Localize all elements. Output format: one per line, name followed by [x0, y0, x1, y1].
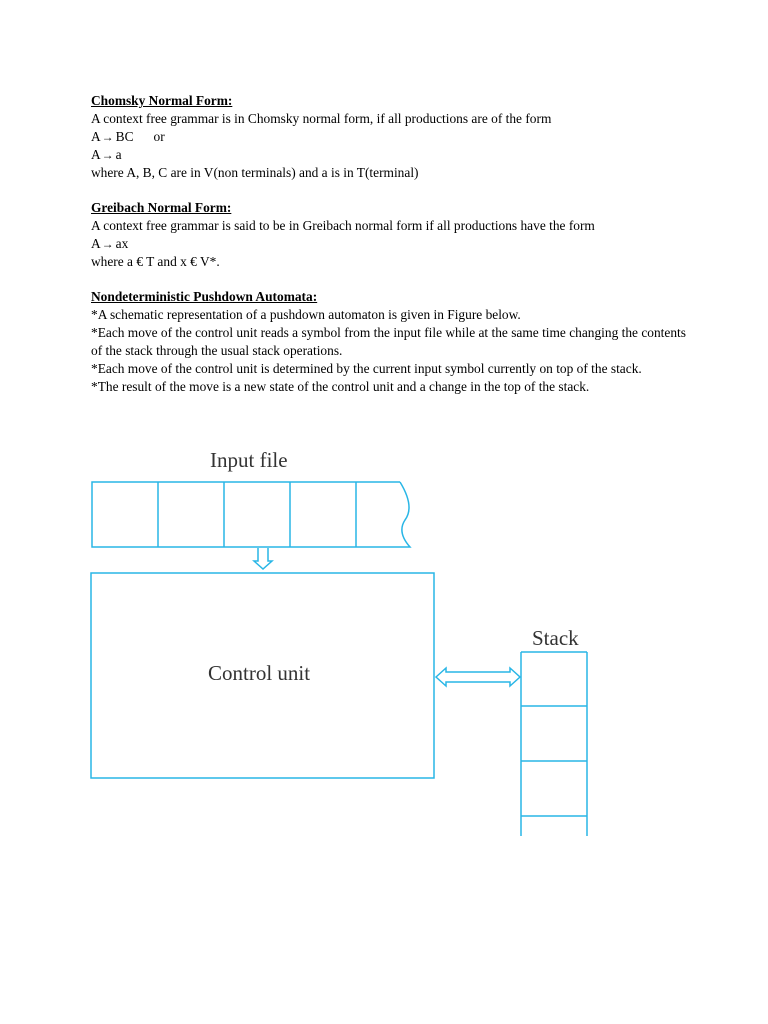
npda-bullet: *Each move of the control unit reads a symbol from the input file while at the same time changing the contents of the stack through the usual stack operations.	[91, 325, 686, 358]
gnf-heading: Greibach Normal Form:	[91, 200, 232, 215]
cnf-rule-1-lhs: A	[91, 129, 101, 144]
cnf-rule-2-rhs: a	[115, 147, 122, 162]
cnf-rule-2-lhs: A	[91, 147, 101, 162]
stack	[521, 652, 587, 836]
right-arrow-icon: →	[101, 130, 113, 144]
npda-bullet: *The result of the move is a new state of the control unit and a change in the top of the stack.	[91, 379, 590, 394]
cnf-heading: Chomsky Normal Form:	[91, 93, 233, 108]
gnf-where: where a € T and x € V*.	[91, 254, 220, 269]
cnf-rule-1-rhs: BC	[115, 129, 134, 144]
input-tape-outline	[92, 482, 410, 547]
right-arrow-icon: →	[101, 237, 113, 251]
input-tape	[92, 482, 410, 547]
right-arrow-icon: →	[101, 148, 113, 162]
input-file-label: Input file	[210, 448, 288, 472]
stack-label: Stack	[532, 626, 579, 650]
gnf-intro: A context free grammar is said to be in Greibach normal form if all productions have the form	[91, 218, 595, 233]
down-arrow-icon	[254, 548, 272, 569]
cnf-where: where A, B, C are in V(non terminals) and a is in T(terminal)	[91, 165, 419, 180]
npda-heading: Nondeterministic Pushdown Automata:	[91, 289, 318, 304]
double-arrow-icon	[436, 668, 520, 686]
gnf-rule-rhs: ax	[115, 236, 129, 251]
control-unit-label: Control unit	[208, 661, 311, 685]
cnf-intro: A context free grammar is in Chomsky normal form, if all productions are of the form	[91, 111, 552, 126]
cnf-rule-or: or	[153, 129, 165, 144]
npda-bullet: *Each move of the control unit is determined by the current input symbol currently on top of the stack.	[91, 361, 642, 376]
npda-bullet: *A schematic representation of a pushdown automaton is given in Figure below.	[91, 307, 521, 322]
gnf-rule-lhs: A	[91, 236, 101, 251]
